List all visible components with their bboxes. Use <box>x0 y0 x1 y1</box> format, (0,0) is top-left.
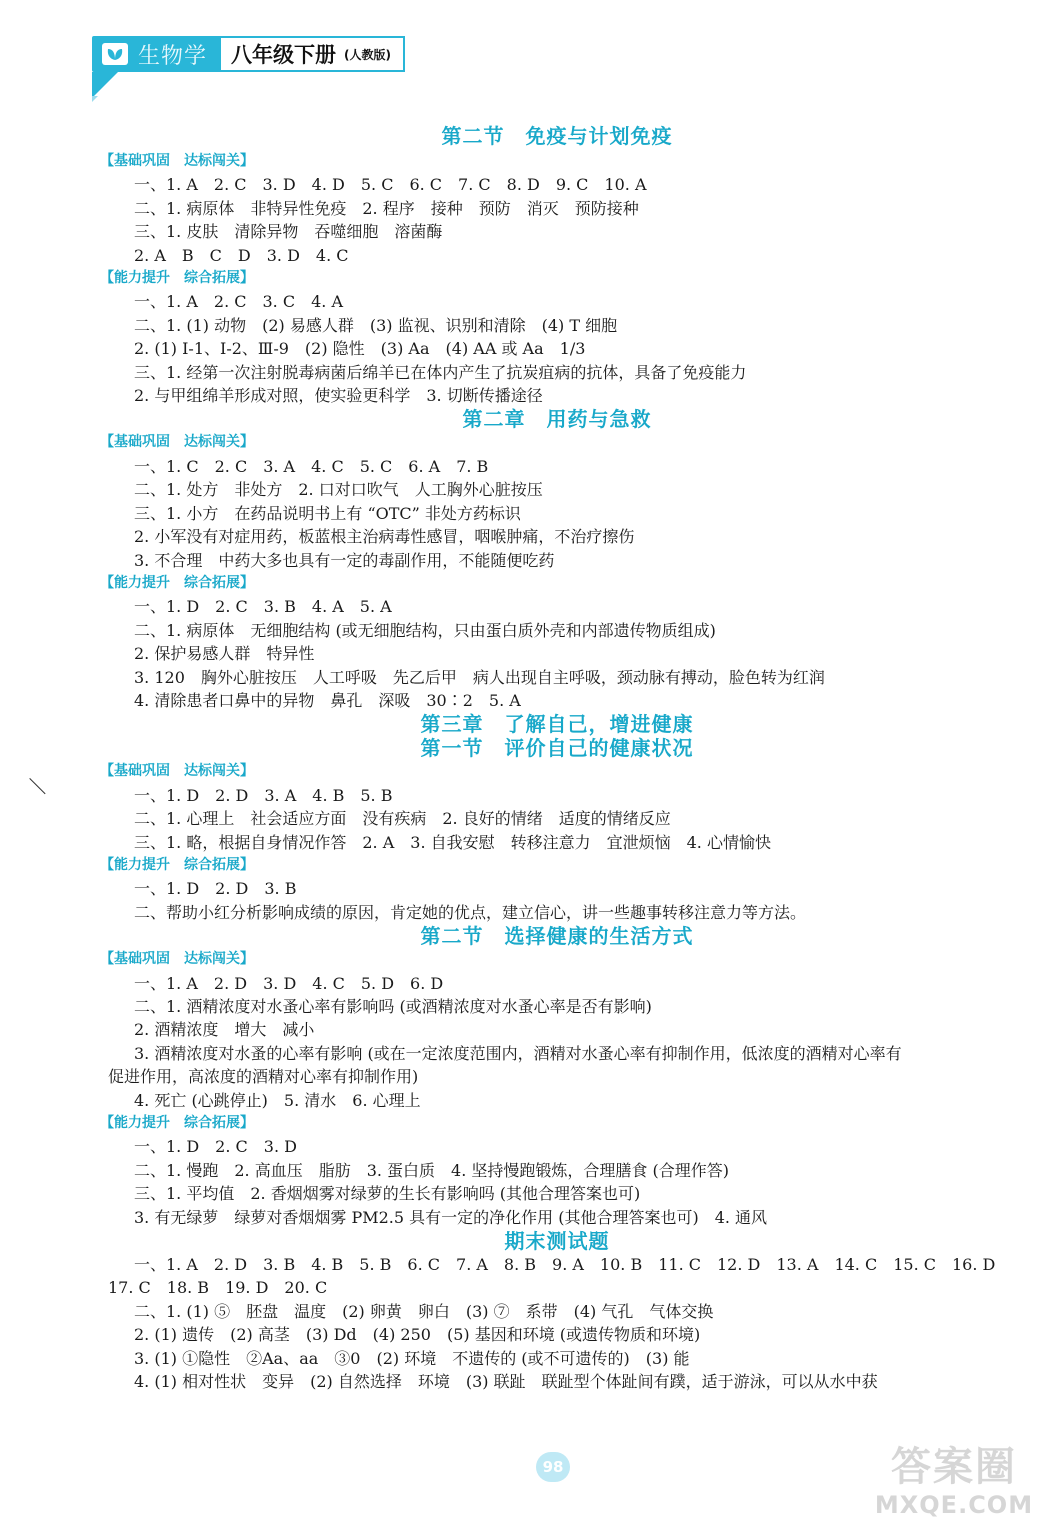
answer-line: 一、1. D 2. D 3. A 4. B 5. B <box>134 785 393 805</box>
subsection-label: 【能力提升 综合拓展】 <box>100 856 254 873</box>
header-tail-decoration <box>92 72 118 98</box>
answer-line: 三、1. 略，根据自身情况作答 2. A 3. 自我安慰 转移注意力 宜泄烦恼 4. 心情愉快 <box>134 832 771 852</box>
answer-line: 一、1. A 2. C 3. C 4. A <box>134 292 344 312</box>
section-title: 期末测试题 <box>504 1229 610 1254</box>
answer-line: 2. (1) 遗传 (2) 高茎 (3) Dd (4) 250 (5) 基因和环境 (或遗传物质和环境) <box>134 1325 701 1345</box>
page-number: 98 <box>536 1452 570 1482</box>
section-title: 第二章 用药与急救 <box>462 407 652 432</box>
answer-line: 4. 死亡 (心跳停止) 5. 清水 6. 心理上 <box>134 1090 421 1110</box>
answer-line-continuation: 17. C 18. B 19. D 20. C <box>108 1278 328 1298</box>
answer-line: 一、1. C 2. C 3. A 4. C 5. C 6. A 7. B <box>134 456 489 476</box>
answer-line: 二、帮助小红分析影响成绩的原因，肯定她的优点，建立信心，讲一些趣事转移注意力等方法。 <box>134 902 807 922</box>
answer-line: 二、1. (1) ⑤ 胚盘 温度 (2) 卵黄 卵白 (3) ⑦ 系带 (4) 气孔 气体交换 <box>134 1301 714 1321</box>
answer-line: 三、1. 小方 在药品说明书上有 “OTC” 非处方药标识 <box>134 503 521 523</box>
section-title: 第二节 免疫与计划免疫 <box>441 124 673 148</box>
subsection-label: 【基础巩固 达标闯关】 <box>100 434 254 451</box>
answer-content <box>0 124 1054 1394</box>
answer-line: 2. 小军没有对症用药，板蓝根主治病毒性感冒，咽喉肿痛，不治疗擦伤 <box>134 527 635 547</box>
answer-line: 2. A B C D 3. D 4. C <box>134 245 349 265</box>
grade-banner <box>221 36 405 72</box>
answer-line: 二、1. 处方 非处方 2. 口对口吹气 人工胸外心脏按压 <box>134 480 543 500</box>
subsection-label: 【基础巩固 达标闯关】 <box>100 951 254 968</box>
answer-line: 三、1. 经第一次注射脱毒病菌后绵羊已在体内产生了抗炭疽病的抗体，具备了免疫能力 <box>134 362 747 382</box>
answer-line: 二、1. 慢跑 2. 高血压 脂肪 3. 蛋白质 4. 坚持慢跑锻炼，合理膳食 (合理作答) <box>134 1160 729 1180</box>
answer-line: 3. 不合理 中药大多也具有一定的毒副作用，不能随便吃药 <box>134 550 555 570</box>
section-title: 第二节 选择健康的生活方式 <box>420 924 694 949</box>
subject-label: 生物学 <box>138 43 208 69</box>
answer-line: 2. 保护易感人群 特异性 <box>134 644 315 664</box>
section-title: 第一节 评价自己的健康状况 <box>420 736 694 761</box>
subsection-label: 【基础巩固 达标闯关】 <box>100 153 254 169</box>
answer-line: 4. 清除患者口鼻中的异物 鼻孔 深吸 30∶2 5. A <box>134 690 521 710</box>
answer-line: 一、1. D 2. D 3. B <box>134 879 297 899</box>
answer-line-continuation: 促进作用，高浓度的酒精对心率有抑制作用) <box>108 1067 419 1087</box>
answer-line: 2. 酒精浓度 增大 减小 <box>134 1020 315 1040</box>
subsection-label: 【能力提升 综合拓展】 <box>100 270 254 287</box>
answer-line: 4. (1) 相对性状 变异 (2) 自然选择 环境 (3) 联趾 联趾型个体趾间有蹼，适于游泳，可以从水中获 <box>134 1372 878 1392</box>
header-tail-accent <box>92 96 98 102</box>
answer-line: 二、1. 病原体 非特异性免疫 2. 程序 接种 预防 消灭 预防接种 <box>134 198 639 218</box>
answer-line: 3. 有无绿萝 绿萝对香烟烟雾 PM2.5 具有一定的净化作用 (其他合理答案也可) 4. 通风 <box>134 1207 768 1227</box>
leaf-icon <box>102 43 128 65</box>
answer-line: 一、1. D 2. C 3. D <box>134 1137 297 1157</box>
subsection-label: 【基础巩固 达标闯关】 <box>100 763 254 780</box>
answer-line: 二、1. (1) 动物 (2) 易感人群 (3) 监视、识别和清除 (4) T 细胞 <box>134 315 618 335</box>
grade-label: 八年级下册 <box>231 43 337 67</box>
page-header <box>92 36 405 72</box>
answer-line: 2. 与甲组绵羊形成对照，使实验更科学 3. 切断传播途径 <box>134 386 543 406</box>
answer-line: 二、1. 病原体 无细胞结构 (或无细胞结构，只由蛋白质外壳和内部遗传物质组成) <box>134 620 716 640</box>
answer-line: 一、1. A 2. D 3. B 4. B 5. B 6. C 7. A 8. B 9. A 10. B 11. C 12. D 13. A 14. C 15. C 16. D <box>134 1255 996 1275</box>
answer-line: 二、1. 心理上 社会适应方面 没有疾病 2. 良好的情绪 适度的情绪反应 <box>134 809 671 829</box>
answer-line: 一、1. D 2. C 3. B 4. A 5. A <box>134 597 392 617</box>
answer-line: 一、1. A 2. C 3. D 4. D 5. C 6. C 7. C 8. D 9. C 10. A <box>134 175 647 195</box>
watermark-logo-text: 答案圈 <box>891 1444 1017 1490</box>
answer-line: 3. 120 胸外心脏按压 人工呼吸 先乙后甲 病人出现自主呼吸，颈动脉有搏动，脸色转为红润 <box>134 667 825 687</box>
answer-line: 一、1. A 2. D 3. D 4. C 5. D 6. D <box>134 973 444 993</box>
edition-label: (人教版) <box>344 47 391 62</box>
answer-line: 三、1. 皮肤 清除异物 吞噬细胞 溶菌酶 <box>134 222 443 242</box>
subsection-label: 【能力提升 综合拓展】 <box>100 574 254 591</box>
watermark <box>864 1434 1044 1530</box>
answer-line: 3. (1) ①隐性 ②Aa、aa ③0 (2) 环境 不遗传的 (或不可遗传的) (3) 能 <box>134 1348 690 1368</box>
subject-banner <box>92 36 221 72</box>
answer-line: 三、1. 平均值 2. 香烟烟雾对绿萝的生长有影响吗 (其他合理答案也可) <box>134 1184 641 1204</box>
subsection-label: 【能力提升 综合拓展】 <box>100 1115 254 1132</box>
section-title: 第三章 了解自己，增进健康 <box>420 712 694 737</box>
watermark-url: MXQE.COM <box>874 1491 1034 1519</box>
answer-line: 2. (1) Ⅰ-1、Ⅰ-2、Ⅲ-9 (2) 隐性 (3) Aa (4) AA 或 Aa 1/3 <box>134 339 586 359</box>
answer-line: 二、1. 酒精浓度对水蚤心率有影响吗 (或酒精浓度对水蚤心率是否有影响) <box>134 997 652 1016</box>
answer-line: 3. 酒精浓度对水蚤的心率有影响 (或在一定浓度范围内，酒精对水蚤心率有抑制作用，低浓度的酒精对心率有 <box>134 1043 902 1063</box>
